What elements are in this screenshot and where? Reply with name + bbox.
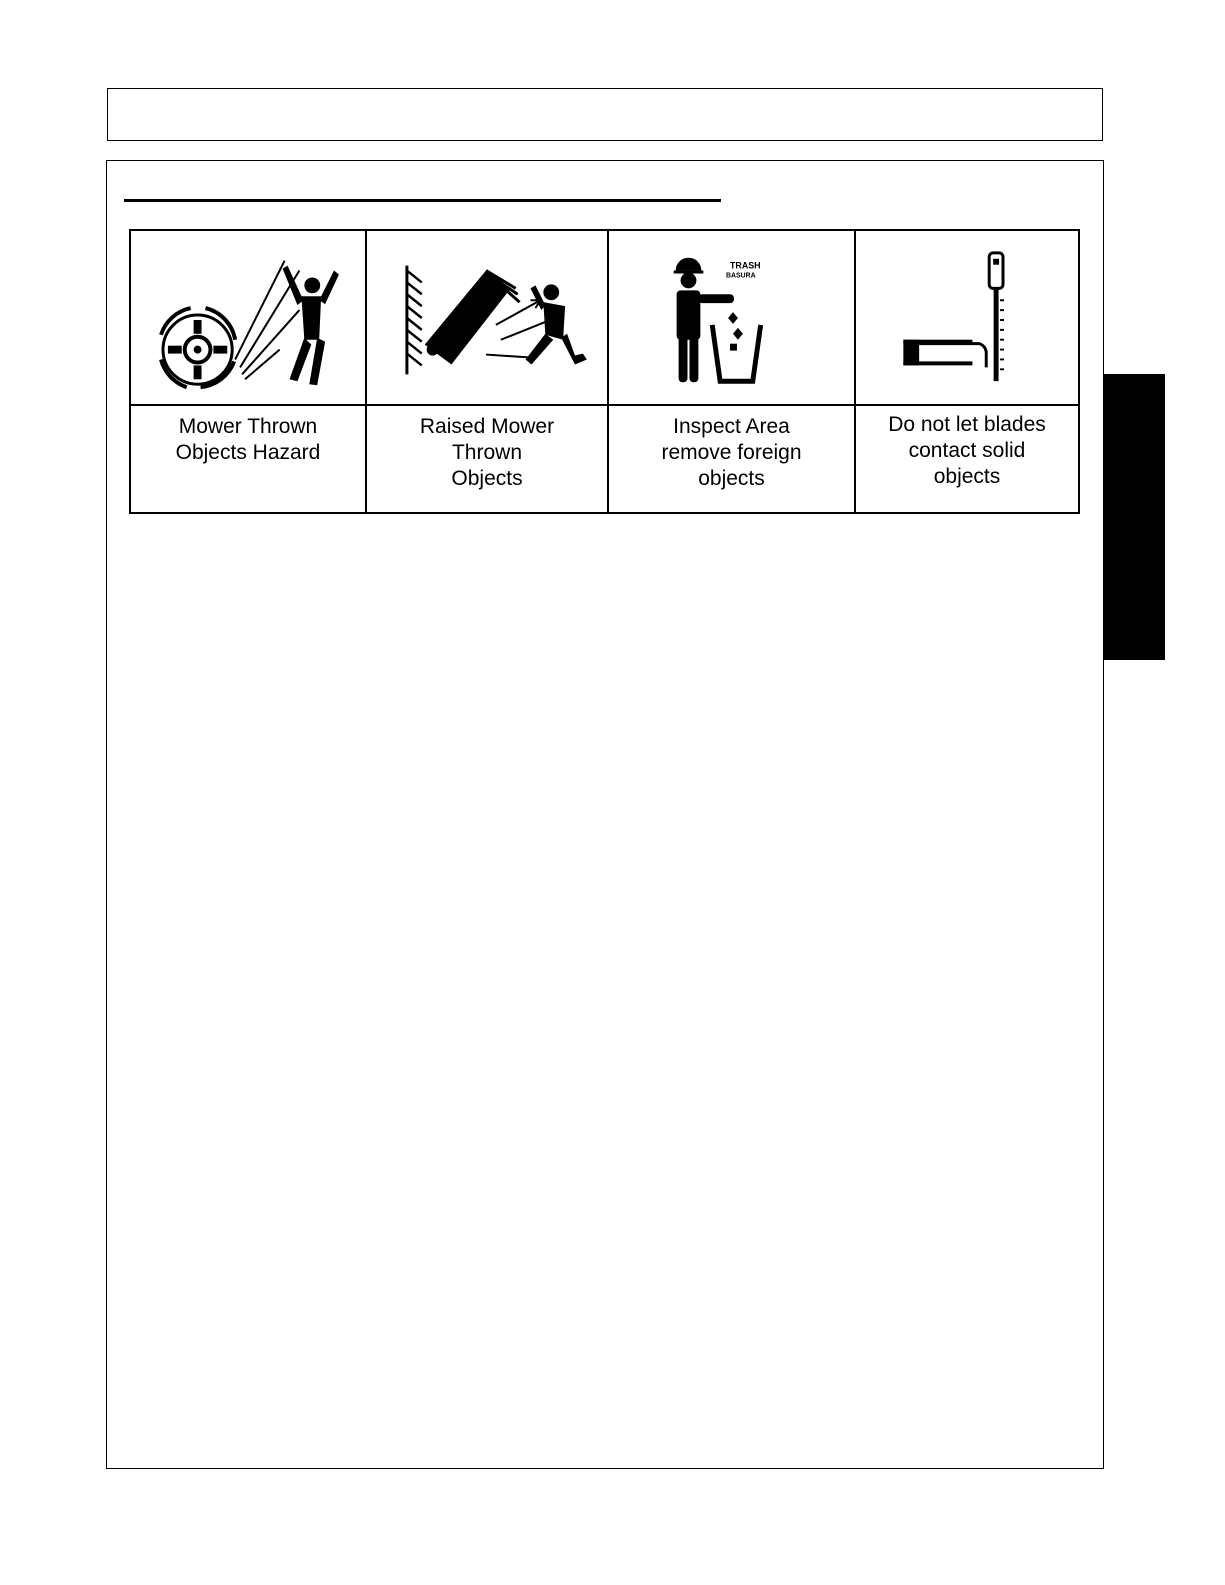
pictogram-caption: Do not let blades contact solid objects <box>888 413 1046 488</box>
header-box <box>107 88 1103 141</box>
section-title-rule <box>124 199 721 202</box>
caption-cell-1 <box>131 406 367 512</box>
inspect-area-trash-icon <box>609 231 856 406</box>
safety-pictogram-table <box>129 229 1080 514</box>
trash-sign-es: BASURA <box>726 272 756 280</box>
pictogram-caption: Mower Thrown Objects Hazard <box>175 415 321 464</box>
raised-mower-thrown-objects-icon <box>367 231 609 406</box>
section-side-tab <box>1104 374 1165 660</box>
pictogram-caption: Raised Mower Thrown Objects <box>419 415 555 490</box>
caption-cell-3 <box>609 406 856 512</box>
caption-cell-2 <box>367 406 609 512</box>
blade-height-gauge-icon <box>856 231 1078 406</box>
trash-sign-en: TRASH <box>730 260 761 271</box>
mower-thrown-objects-icon <box>131 231 367 406</box>
caption-cell-4 <box>856 406 1078 512</box>
pictogram-caption: Inspect Area remove foreign objects <box>661 415 802 490</box>
